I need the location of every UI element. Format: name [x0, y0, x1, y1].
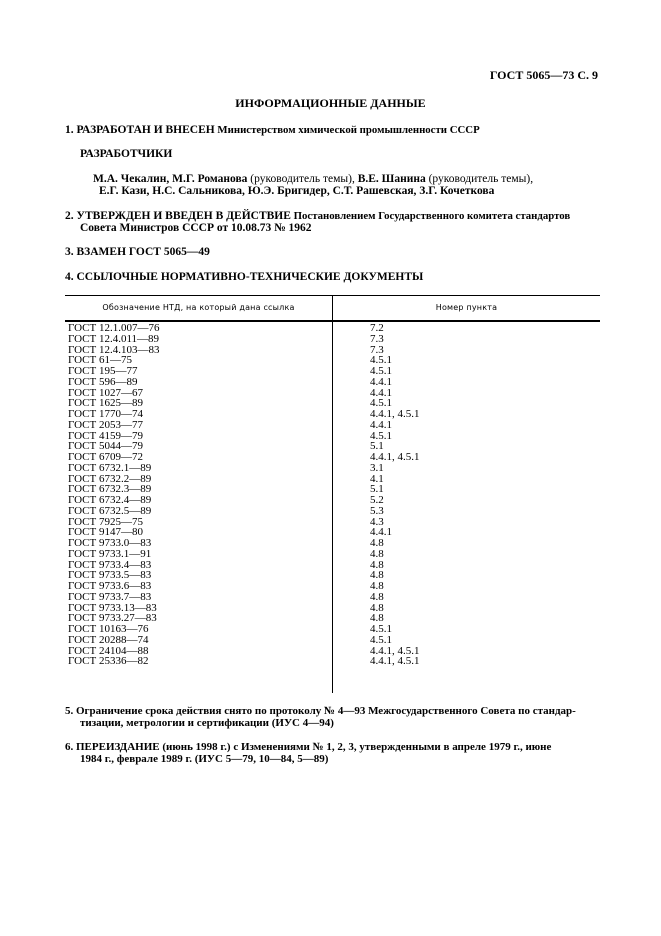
- clause-number: 4.4.1, 4.5.1: [370, 451, 420, 463]
- clause-number: 7.3: [370, 343, 384, 356]
- table-row: [65, 388, 600, 399]
- clause-number: 4.8: [370, 612, 384, 625]
- item-6-line-1: ПЕРЕИЗДАНИЕ (июнь 1998 г.) с Изменениями № 1, 2, 3, утвержденными в апреле 1979 г., июне: [76, 741, 552, 753]
- clause-number: 4.8: [370, 601, 384, 614]
- item-1-heading: РАЗРАБОТАН И ВНЕСЕН: [76, 124, 215, 136]
- item-number: 1.: [65, 124, 74, 136]
- document-designation: ГОСТ 9733.0—83: [68, 537, 152, 549]
- table-row: [65, 517, 600, 528]
- document-designation: ГОСТ 2053—77: [68, 418, 143, 431]
- developers-heading: РАЗРАБОТЧИКИ: [80, 148, 173, 160]
- column-header-document: Обозначение НТД, на который дана ссылка: [102, 303, 295, 312]
- table-body: [65, 323, 600, 667]
- document-designation: ГОСТ 25336—82: [68, 655, 149, 668]
- item-3-text: ВЗАМЕН ГОСТ 5065—49: [76, 246, 210, 258]
- clause-number: 4.5.1: [370, 429, 392, 442]
- developers-line-1: [93, 173, 533, 185]
- clause-number: 4.4.1, 4.5.1: [370, 655, 420, 668]
- running-title: ГОСТ 5065—73 С. 9: [489, 68, 598, 82]
- clause-number: 4.8: [370, 558, 384, 571]
- item-5-line-1: Ограничение срока действия снято по протоколу № 4—93 Межгосударственного Совета по стандар-: [76, 705, 576, 717]
- document-designation: ГОСТ 596—89: [68, 375, 138, 388]
- document-designation: ГОСТ 12.4.103—83: [68, 343, 160, 356]
- clause-number: 7.3: [370, 332, 384, 345]
- clause-number: 4.8: [370, 569, 384, 582]
- clause-number: 4.8: [370, 580, 384, 592]
- document-designation: ГОСТ 9733.6—83: [68, 580, 152, 592]
- table-row: [65, 398, 600, 409]
- table-row: [65, 355, 600, 366]
- table-row: [65, 463, 600, 474]
- document-designation: ГОСТ 9733.1—91: [68, 547, 152, 560]
- table-row: [65, 656, 600, 667]
- table-row: [65, 549, 600, 560]
- role-note: (руководитель темы),: [247, 173, 358, 185]
- table-row: [65, 431, 600, 442]
- document-designation: ГОСТ 6732.5—89: [68, 504, 152, 517]
- developers-line-2: Е.Г. Кази, Н.С. Сальникова, Ю.Э. Бригидер, С.Т. Рашевская, З.Г. Кочеткова: [99, 185, 495, 197]
- clause-number: 5.2: [370, 494, 384, 506]
- document-designation: ГОСТ 10163—76: [68, 623, 149, 635]
- document-designation: ГОСТ 9733.27—83: [68, 612, 157, 625]
- references-table: [65, 295, 600, 693]
- clause-number: 5.1: [370, 483, 384, 496]
- clause-number: 4.8: [370, 590, 384, 603]
- clause-number: 4.8: [370, 547, 384, 560]
- page-title: ИНФОРМАЦИОННЫЕ ДАННЫЕ: [235, 96, 426, 110]
- document-designation: ГОСТ 12.4.011—89: [68, 332, 160, 345]
- clause-number: 5.1: [370, 440, 384, 453]
- document-designation: ГОСТ 195—77: [68, 365, 138, 377]
- clause-number: 4.5.1: [370, 623, 392, 635]
- item-1: [65, 124, 480, 136]
- document-designation: ГОСТ 61—75: [68, 354, 132, 367]
- document-designation: ГОСТ 6732.4—89: [68, 494, 152, 506]
- document-designation: ГОСТ 9733.13—83: [68, 601, 157, 614]
- table-row: [65, 345, 600, 356]
- table-row: [65, 334, 600, 345]
- document-designation: ГОСТ 9733.5—83: [68, 569, 152, 582]
- table-row: [65, 592, 600, 603]
- document-designation: ГОСТ 7925—75: [68, 515, 143, 528]
- item-2: [65, 210, 570, 222]
- document-designation: ГОСТ 1625—89: [68, 397, 143, 410]
- clause-number: 4.4.1: [370, 375, 392, 388]
- clause-number: 4.1: [370, 472, 384, 485]
- clause-number: 4.5.1: [370, 633, 392, 646]
- clause-number: 4.4.1: [370, 386, 392, 399]
- item-5-line-2: тизации, метрологии и сертификации (ИУС 4—94): [80, 717, 334, 729]
- clause-number: 4.4.1, 4.5.1: [370, 408, 420, 420]
- column-header-clause: Номер пункта: [435, 303, 498, 312]
- document-designation: ГОСТ 9733.4—83: [68, 558, 152, 571]
- item-2-line-2: Совета Министров СССР от 10.08.73 № 1962: [80, 222, 312, 234]
- document-designation: ГОСТ 6732.3—89: [68, 483, 152, 496]
- clause-number: 4.4.1, 4.5.1: [370, 644, 420, 657]
- item-4: [65, 271, 423, 283]
- document-designation: ГОСТ 1027—67: [68, 386, 143, 399]
- item-3: [65, 246, 210, 258]
- clause-number: 4.4.1: [370, 418, 392, 431]
- clause-number: 7.2: [370, 322, 384, 334]
- item-number: 2.: [65, 210, 74, 222]
- document-designation: ГОСТ 6732.1—89: [68, 461, 152, 474]
- item-2-text: Постановлением Государственного комитета стандартов: [290, 210, 571, 222]
- table-row: [65, 409, 600, 420]
- role-note: (руководитель темы),: [425, 173, 534, 185]
- item-5: [65, 705, 576, 717]
- item-number: 5.: [65, 705, 74, 717]
- developers-names-2: В.Е. Шанина: [357, 173, 426, 185]
- clause-number: 4.5.1: [370, 397, 392, 410]
- document-designation: ГОСТ 6732.2—89: [68, 472, 152, 485]
- table-row: [65, 441, 600, 452]
- item-number: 3.: [65, 246, 74, 258]
- developers-names-1: М.А. Чекалин, М.Г. Романова: [93, 173, 248, 185]
- document-designation: ГОСТ 9733.7—83: [68, 590, 152, 603]
- document-designation: ГОСТ 6709—72: [68, 451, 143, 463]
- document-designation: ГОСТ 4159—79: [68, 429, 143, 442]
- item-6: [65, 741, 551, 753]
- document-designation: ГОСТ 24104—88: [68, 644, 149, 657]
- clause-number: 4.5.1: [370, 354, 392, 367]
- table-row: [65, 377, 600, 388]
- document-designation: ГОСТ 20288—74: [68, 633, 149, 646]
- clause-number: 4.4.1: [370, 526, 392, 539]
- item-1-text: Министерством химической промышленности СССР: [214, 124, 480, 136]
- document-designation: ГОСТ 1770—74: [68, 408, 143, 420]
- document-designation: ГОСТ 9147—80: [68, 526, 143, 539]
- table-row: [65, 366, 600, 377]
- item-number: 4.: [65, 271, 74, 283]
- document-designation: ГОСТ 12.1.007—76: [68, 322, 160, 334]
- table-row: [65, 506, 600, 517]
- clause-number: 4.8: [370, 537, 384, 549]
- item-4-text: ССЫЛОЧНЫЕ НОРМАТИВНО-ТЕХНИЧЕСКИЕ ДОКУМЕНТЫ: [76, 271, 424, 283]
- item-6-line-2: 1984 г., феврале 1989 г. (ИУС 5—79, 10—84, 5—89): [80, 753, 329, 765]
- item-number: 6.: [65, 741, 74, 753]
- table-row: [65, 420, 600, 431]
- item-2-heading: УТВЕРЖДЕН И ВВЕДЕН В ДЕЙСТВИЕ: [76, 210, 291, 222]
- clause-number: 4.5.1: [370, 365, 392, 377]
- table-row: [65, 635, 600, 646]
- clause-number: 4.3: [370, 515, 384, 528]
- clause-number: 5.3: [370, 504, 384, 517]
- document-designation: ГОСТ 5044—79: [68, 440, 143, 453]
- clause-number: 3.1: [370, 461, 384, 474]
